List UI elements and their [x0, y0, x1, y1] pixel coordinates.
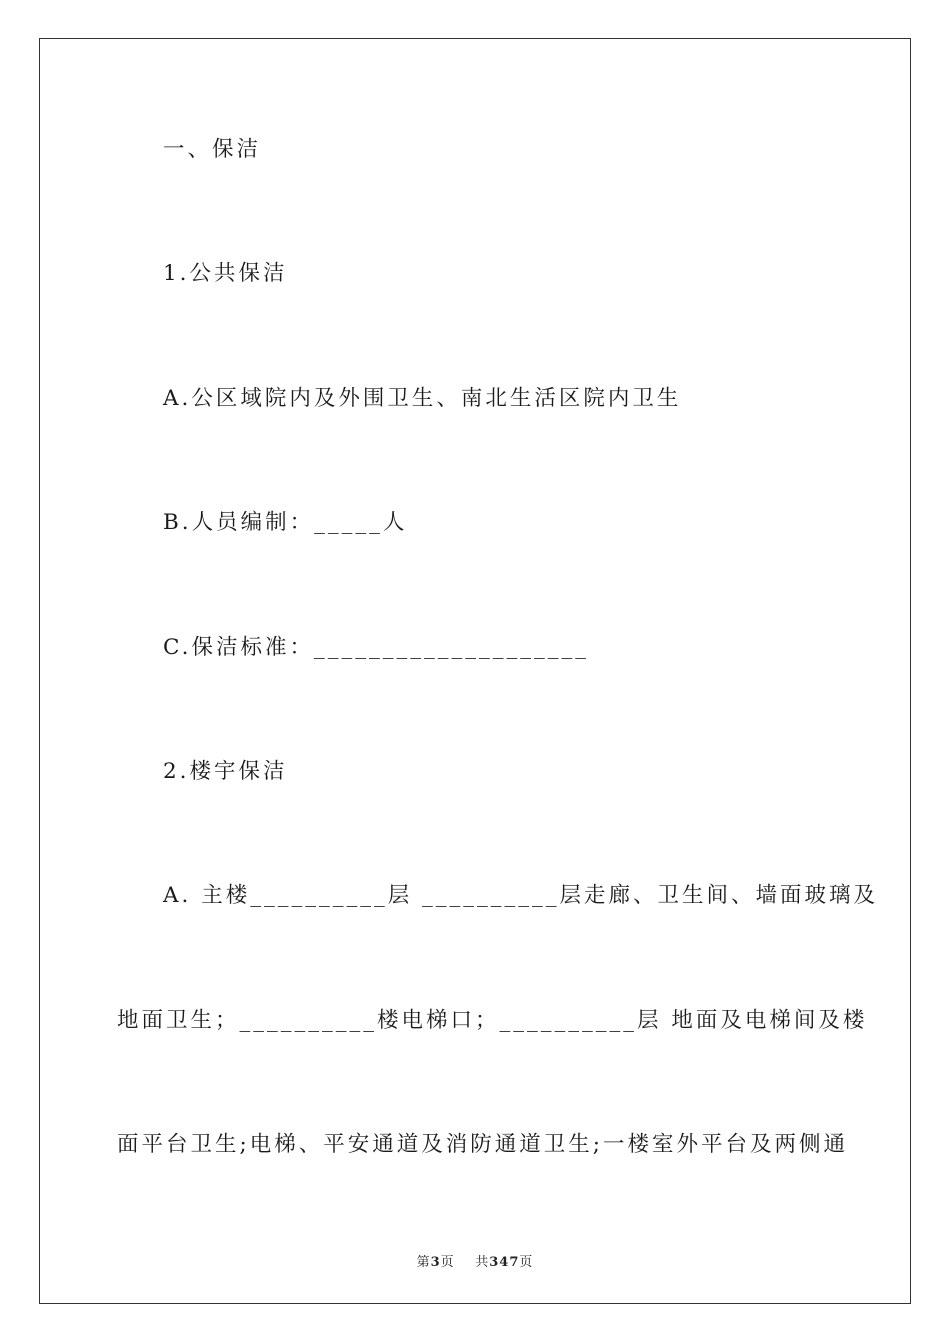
subsection-building-cleaning: 2.楼宇保洁: [163, 759, 288, 784]
footer-total-prefix: 共: [475, 1255, 490, 1270]
footer-page-number: 3: [430, 1255, 441, 1270]
footer-total-suffix: 页: [519, 1255, 534, 1270]
section-heading-cleaning: 一、保洁: [163, 137, 262, 162]
item-public-area-scope: A.公区域院内及外围卫生、南北生活区院内卫生: [163, 386, 682, 411]
item-main-building-line-1: A. 主楼__________层 __________层走廊、卫生间、墙面玻璃及: [163, 883, 879, 908]
footer-total-pages: 347: [489, 1255, 520, 1270]
item-main-building-line-3: 面平台卫生;电梯、平安通道及消防通道卫生;一楼室外平台及两侧通: [117, 1132, 848, 1157]
item-main-building-line-2: 地面卫生；__________楼电梯口；__________层 地面及电梯间及楼: [117, 1008, 868, 1033]
item-cleaning-standard: C.保洁标准：____________________: [163, 635, 590, 660]
page-footer: [0, 1251, 950, 1270]
page-frame: [39, 38, 911, 1304]
footer-page-prefix: 第: [416, 1255, 431, 1270]
item-staffing: B.人员编制：_____人: [163, 510, 408, 535]
subsection-public-cleaning: 1.公共保洁: [163, 261, 288, 286]
footer-page-suffix: 页: [440, 1255, 455, 1270]
